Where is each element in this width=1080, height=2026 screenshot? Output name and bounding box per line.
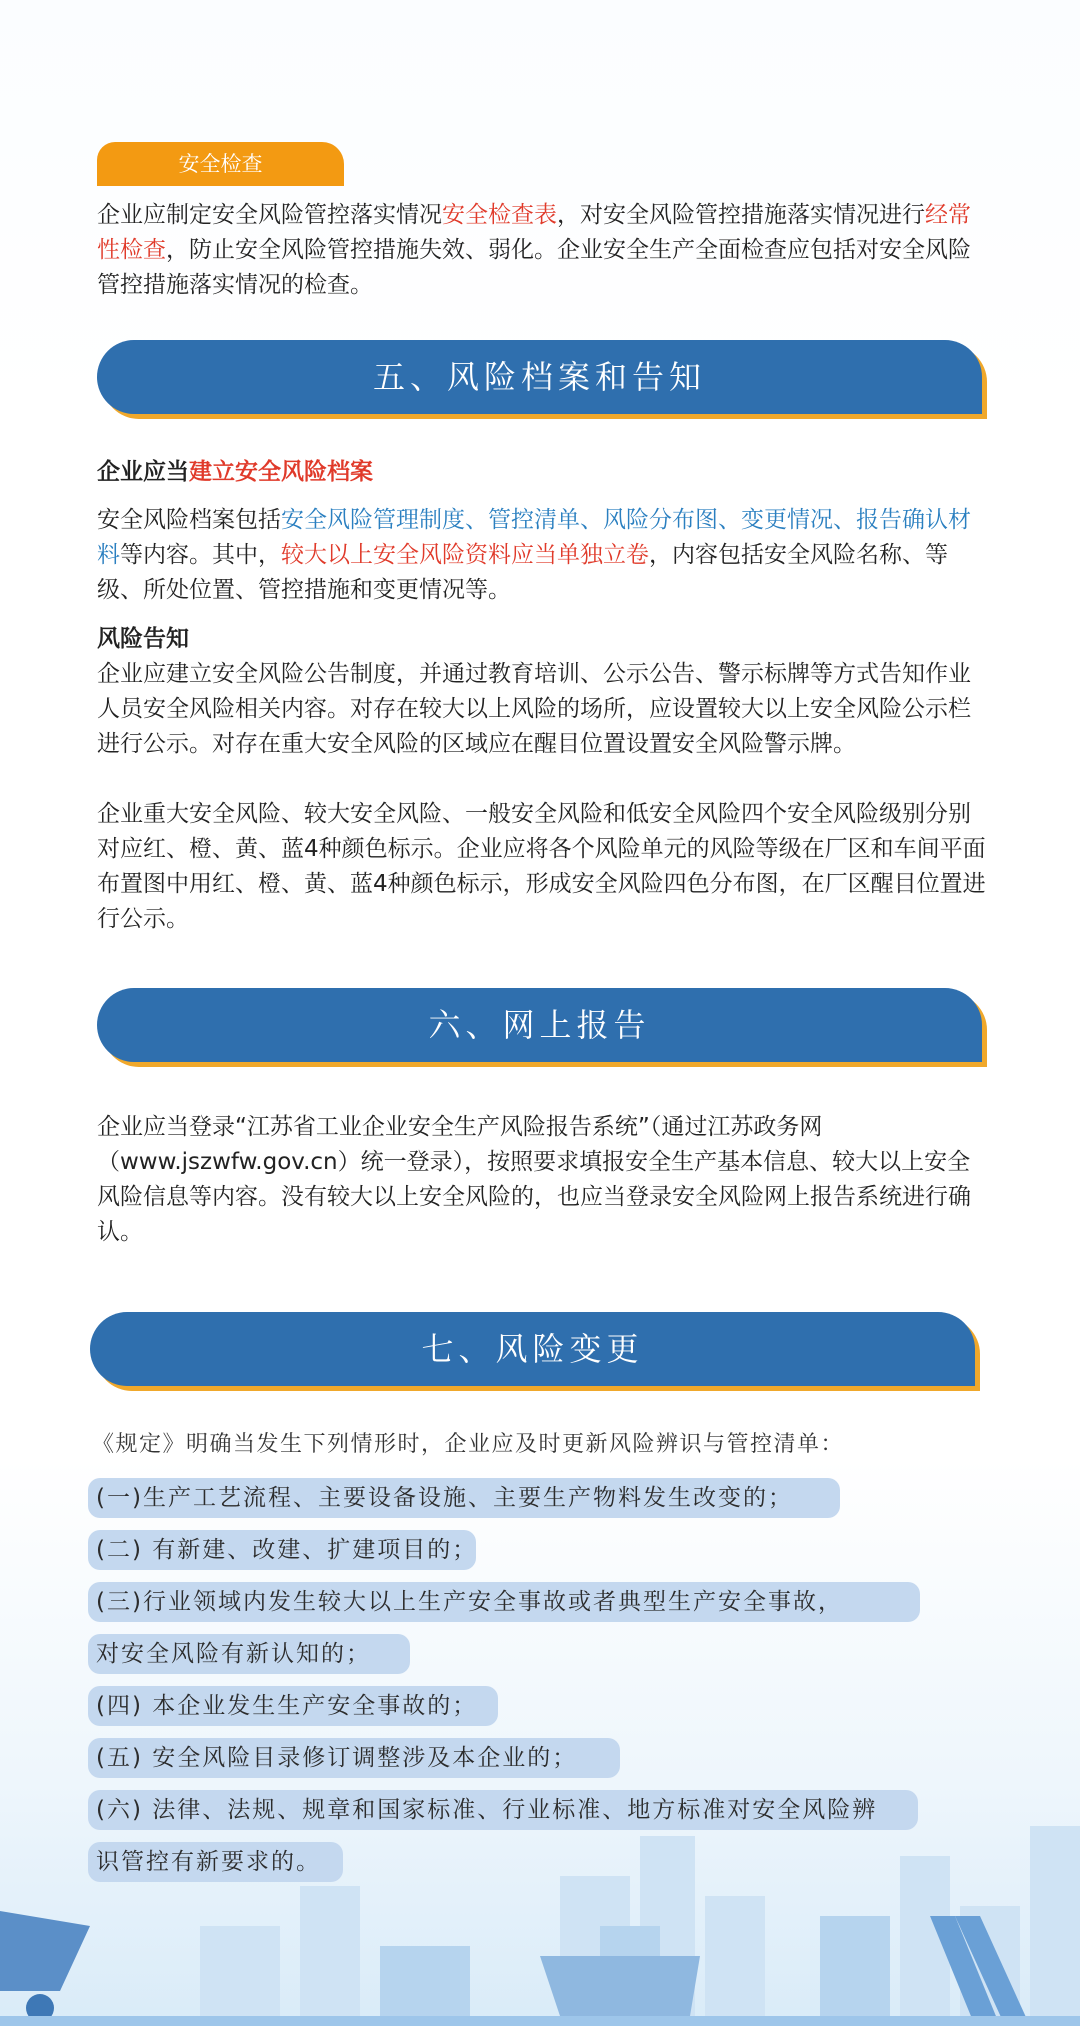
- text-run: ，防止安全风险管控措施失效、弱化。企业安全生产全面检查应包括对安全风险管控措施落实情况的检查。: [97, 237, 971, 298]
- text-run: ，内容包括安全风险名称、等级、所处位置、管控措施和变更情况等。: [97, 542, 948, 603]
- change-item-4: (四) 本企业发生生产安全事故的；: [88, 1686, 498, 1726]
- change-item-6-continued: 识管控有新要求的。: [88, 1842, 343, 1882]
- wheelbarrow-icon: [0, 1911, 90, 2022]
- text-run: 企业应当: [97, 459, 189, 485]
- section-5-color-paragraph: 企业重大安全风险、较大安全风险、一般安全风险和低安全风险四个安全风险级别分别对应红、橙、黄、蓝4种颜色标示。企业应将各个风险单元的风险等级在厂区和车间平面布置图中用红、橙、黄、蓝4种颜色标示，形成安全风险四色分布图，在厂区醒目位置进行公示。: [97, 801, 986, 932]
- highlight-checklist: 安全检查表: [442, 202, 557, 228]
- section-tag-safety-check: 安全检查: [97, 142, 344, 186]
- highlight-build-archive: 建立安全风险档案: [189, 459, 373, 485]
- highlight-regular-check: 经常性检查: [97, 202, 971, 263]
- change-item-3-continued: 对安全风险有新认知的；: [88, 1634, 410, 1674]
- change-item-3: (三)行业领域内发生较大以上生产安全事故或者典型生产安全事故，: [88, 1582, 920, 1622]
- section-5-archive-paragraph: [97, 503, 992, 608]
- section-7-intro: 《规定》明确当发生下列情形时，企业应及时更新风险辨识与管控清单：: [92, 1432, 845, 1457]
- section-6-paragraph: 企业应当登录“江苏省工业企业安全生产风险报告系统”（通过江苏政务网（www.jszwfw.gov.cn）统一登录），按照要求填报安全生产基本信息、较大以上安全风险信息等内容。没有较大以上安全风险的，也应当登录安全风险网上报告系统进行确认。: [97, 1114, 971, 1245]
- text-run: 企业应制定安全风险管控落实情况: [97, 202, 442, 228]
- change-item-2: (二) 有新建、改建、扩建项目的；: [88, 1530, 476, 1570]
- text-run: 等内容。其中，: [120, 542, 281, 568]
- safety-check-paragraph: [97, 198, 992, 303]
- text-run: ，对安全风险管控措施落实情况进行: [557, 202, 925, 228]
- section-5-subheading-archive: [97, 455, 992, 490]
- section-6-banner: 六、网上报告: [97, 988, 982, 1062]
- truck-icon: [540, 1956, 700, 2026]
- highlight-archive-contents: 安全风险管理制度、管控清单、风险分布图、变更情况、报告确认材料: [97, 507, 971, 568]
- change-item-6: (六) 法律、法规、规章和国家标准、行业标准、地方标准对安全风险辨: [88, 1790, 918, 1830]
- change-item-1: (一)生产工艺流程、主要设备设施、主要生产物料发生改变的；: [88, 1478, 840, 1518]
- section-7-banner: 七、风险变更: [90, 1312, 975, 1386]
- section-5-notice-paragraph: 企业应建立安全风险公告制度，并通过教育培训、公示公告、警示标牌等方式告知作业人员安全风险相关内容。对存在较大以上风险的场所，应设置较大以上安全风险公示栏进行公示。对存在重大安全风险的区域应在醒目位置设置安全风险警示牌。: [97, 661, 971, 757]
- section-5-banner: 五、风险档案和告知: [97, 340, 982, 414]
- section-5-subheading-notice: 风险告知: [97, 626, 189, 652]
- text-run: 安全风险档案包括: [97, 507, 281, 533]
- change-item-5: (五) 安全风险目录修订调整涉及本企业的；: [88, 1738, 620, 1778]
- highlight-separate-volume: 较大以上安全风险资料应当单独立卷: [281, 542, 649, 568]
